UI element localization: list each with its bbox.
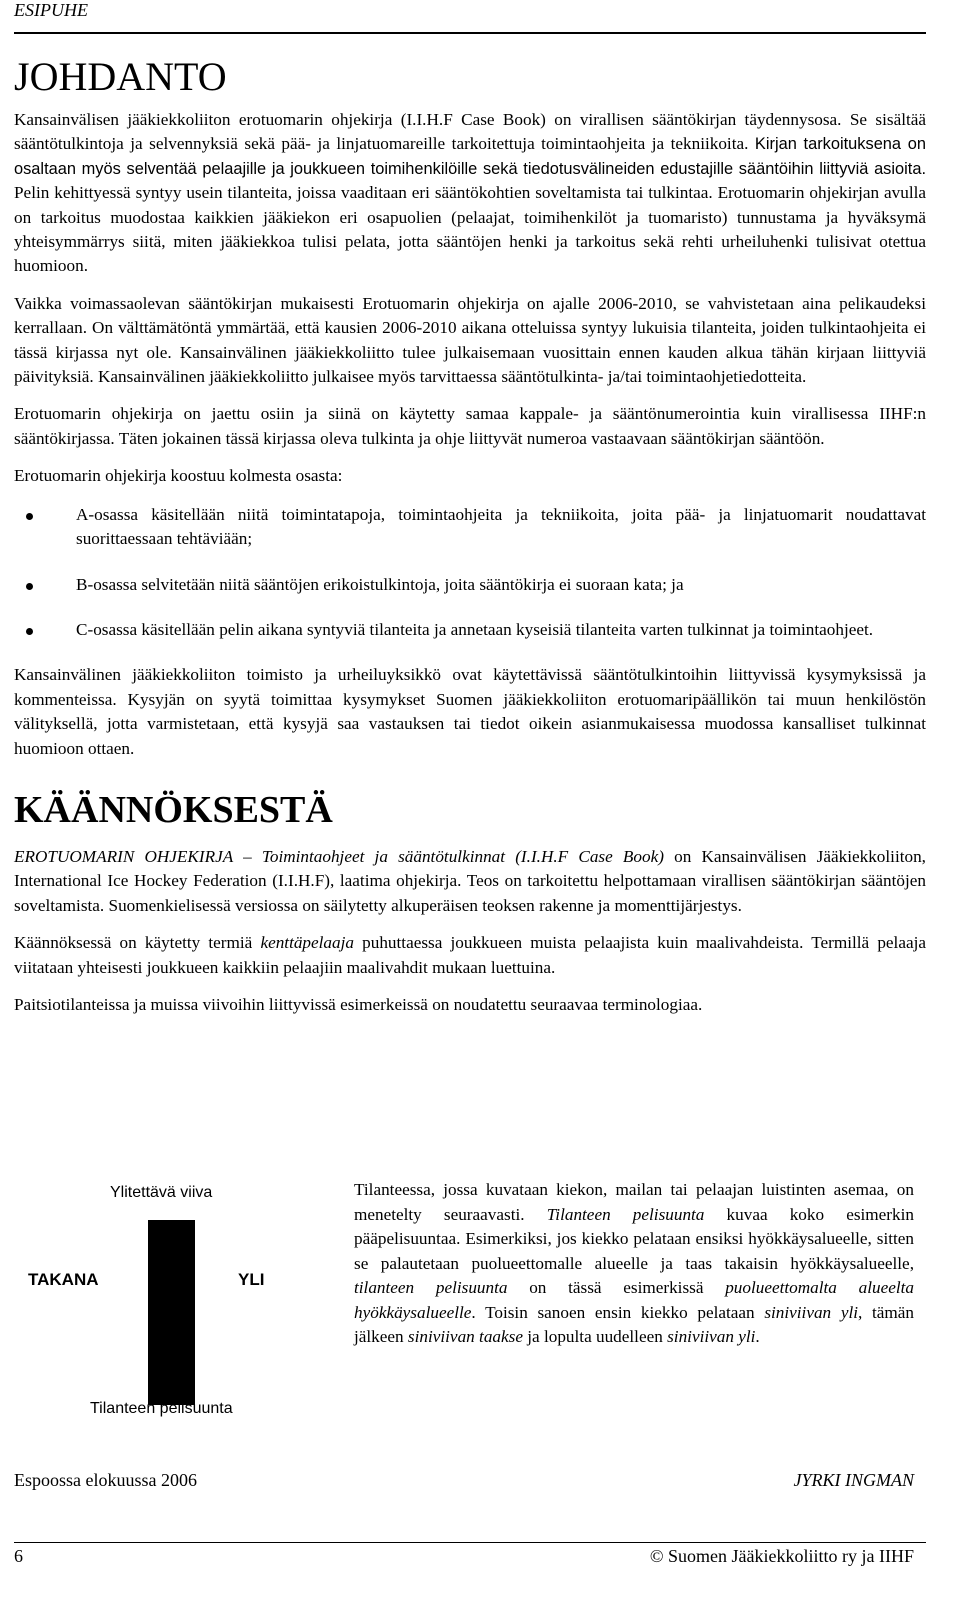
explanation-term: Tilanteen pelisuunta bbox=[546, 1204, 705, 1224]
intro-paragraph-4: Erotuomarin ohjekirja koostuu kolmesta osasta: bbox=[14, 466, 343, 486]
list-item bbox=[14, 503, 926, 552]
terminology-explanation bbox=[354, 1178, 914, 1350]
intro-paragraph-2: Vaikka voimassaolevan sääntökirjan mukaisesti Erotuomarin ohjekirja on ajalle 2006-2010, se vahvistetaan aina pelikaudeksi kerrallaan. On välttämätöntä ymmärtää, että kausien 2006-2010 aikana otteluissa syntyy lukuisia tilanteita, joiden tulkintaohjeita ei tässä kirjassa nyt ole. Kansainvälinen jääkiekkoliitto tulee julkaisemaan vuosittain ennen kauden alkua tähän kirjaan liittyviä päivityksiä. Kansainvälinen jääkiekkoliitto julkaisee myös tarvittaessa sääntötulkinta- ja/tai toimintaohjetiedotteita. bbox=[14, 293, 926, 387]
explanation-text: Tilanteessa, jossa kuvataan kiekon, mailan tai pelaajan luistinten asemaa, on menetelty seuraavasti. bbox=[354, 1180, 914, 1224]
explanation-text: kuvaa koko esimerkin pääpelisuuntaa. Esimerkiksi, jos kiekko pelataan ensiksi hyökkäysalueelle, sitten se palautetaan puolueettomalle alueelle ja taas takaisin hyökkäysalueelle, bbox=[354, 1204, 914, 1273]
explanation-term: siniviivan taakse bbox=[407, 1327, 523, 1346]
translation-title: KÄÄNNÖKSESTÄ bbox=[14, 788, 333, 831]
book-title: EROTUOMARIN OHJEKIRJA – Toimintaohjeet ja sääntötulkinnat (I.I.H.F Case Book) bbox=[14, 846, 664, 866]
list-item bbox=[14, 618, 926, 642]
term-kenttapelaaja: kenttäpelaaja bbox=[260, 933, 354, 953]
translation-p1-rest: on Kansainvälisen Jääkiekkoliiton, International Ice Hockey Federation (I.I.H.F), laatima ohjekirja. Teos on tarkoitettu helpottamaan virallisen sääntökirjan sääntöjen soveltamista. Suomenkielisessä versiossa on säilytetty alkuperäisen teoksen rakenne ja momenttijärjestys. bbox=[14, 846, 926, 915]
translation-p2-part2: puhuttaessa joukkueen muista pelaajista kuin maalivahdeista. Termillä pelaaja viitataan yhteisesti joukkueen kaikkiin pelaajiin maalivahdit mukaan luettuina. bbox=[14, 933, 926, 977]
line-bar bbox=[148, 1220, 195, 1405]
copyright-notice: © Suomen Jääkiekkoliitto ry ja IIHF bbox=[649, 1546, 914, 1566]
explanation-text: on tässä esimerkissä bbox=[507, 1278, 726, 1297]
diagram-direction-label: Tilanteen pelisuunta bbox=[90, 1400, 233, 1417]
diagram-line-label: Ylitettävä viiva bbox=[110, 1184, 213, 1201]
explanation-text: . bbox=[755, 1327, 760, 1346]
explanation-text: ja lopulta uudelleen bbox=[522, 1327, 668, 1346]
explanation-term: tilanteen pelisuunta bbox=[354, 1278, 508, 1297]
explanation-term: siniviivan yli bbox=[667, 1327, 756, 1346]
diagram-behind-label: TAKANA bbox=[28, 1270, 99, 1289]
terminology-diagram bbox=[14, 1178, 324, 1428]
intro-paragraph-3: Erotuomarin ohjekirja on jaettu osiin ja siinä on käytetty samaa kappale- ja sääntönumerointia kuin virallisessa IIHF:n sääntökirjassa. Täten jokainen tässä kirjassa oleva tulkinta ja ohje liittyvät numeroa vastaavaan sääntökirjan sääntöön. bbox=[14, 404, 926, 448]
explanation-term: siniviivan yli bbox=[764, 1302, 859, 1322]
footer-divider bbox=[14, 1542, 926, 1543]
list-item-text: C-osassa käsitellään pelin aikana syntyviä tilanteita ja annetaan kyseisiä tilanteita varten tulkinnat ja toimintaohjeet. bbox=[76, 619, 874, 639]
header-divider bbox=[14, 32, 926, 34]
bullet-icon bbox=[26, 583, 33, 590]
intro-p1-part2: Kirjan tarkoituksena on osaltaan myös selventää pelaajille ja joukkueen toimihenkilöille sekä tiedotusvälineiden edustajille sääntöihin liittyviä asioita. bbox=[14, 135, 927, 178]
section-header: ESIPUHE bbox=[14, 0, 88, 20]
translation-p2-part1: Käännöksessä on käytetty termiä bbox=[14, 933, 261, 953]
translation-paragraph-1 bbox=[14, 845, 926, 918]
intro-title: JOHDANTO bbox=[14, 54, 227, 99]
intro-paragraph-1 bbox=[14, 108, 926, 279]
explanation-text: . Toisin sanoen ensin kiekko pelataan bbox=[471, 1302, 765, 1322]
explanation-text: , tämän jälkeen bbox=[354, 1302, 915, 1346]
list-item-text: B-osassa selvitetään niitä sääntöjen erikoistulkintoja, joita sääntökirja ei suoraan kata; ja bbox=[76, 574, 684, 594]
bullet-icon bbox=[26, 628, 33, 635]
explanation-term: puolueettomalta alueelta hyökkäysalueelle bbox=[354, 1278, 914, 1322]
page-number: 6 bbox=[14, 1546, 23, 1566]
intro-p1-part1: Kansainvälisen jääkiekkoliiton erotuomarin ohjekirja (I.I.H.F Case Book) on virallisen sääntökirjan täydennysosa. Se sisältää sääntötulkintoja ja selvennyksiä sekä pää- ja linjatuomareille tarkoitettuja toimintaohjeita ja tekniikoita. bbox=[14, 110, 926, 154]
intro-paragraph-5: Kansainvälinen jääkiekkoliiton toimisto ja urheiluyksikkö ovat käytettävissä sääntötulkintoihin liittyvissä kysymyksissä ja kommenteissa. Kysyjän on syytä toimittaa kysymykset Suomen jääkiekkoliiton erotuomaripäällikön tai muun henkilöstön välityksellä, jotta varmistetaan, että kysyjä saa vastauksen tai tiedot oikein asianmukaisessa muodossa kansalliset tulkinnat huomioon ottaen. bbox=[14, 665, 926, 758]
diagram-over-label: YLI bbox=[238, 1270, 265, 1289]
translation-paragraph-3: Paitsiotilanteissa ja muissa viivoihin liittyvissä esimerkeissä on noudatettu seuraavaa terminologiaa. bbox=[14, 994, 703, 1014]
parts-list bbox=[14, 503, 926, 643]
intro-p1-part3: Pelin kehittyessä syntyy usein tilanteita, joissa vaaditaan eri sääntökohtien soveltamista tai tulkintaa. Erotuomarin ohjekirjan avulla on tarkoitus muodostaa kaikkien jääkiekon eri osapuolien (pelaajat, toimihenkilöt ja tuomaristo) tunnustama ja hyväksymä yhteisymmärrys siitä, miten jääkiekkoa tulisi pelata, jotta sääntöjen henki ja tarkoitus sekä rehti urheiluhenki tulisivat otettua huomioon. bbox=[14, 183, 926, 276]
translation-paragraph-2 bbox=[14, 931, 926, 980]
bullet-icon bbox=[26, 513, 33, 520]
list-item-text: A-osassa käsitellään niitä toimintatapoja, toimintaohjeita ja tekniikoita, joita pää- ja linjatuomarit noudattavat suorittaessaan tehtäviään; bbox=[76, 504, 926, 549]
signoff-place-date: Espoossa elokuussa 2006 bbox=[14, 1470, 197, 1490]
signoff-name: JYRKI INGMAN bbox=[793, 1470, 914, 1490]
list-item bbox=[14, 573, 926, 597]
main-content bbox=[14, 54, 926, 1030]
